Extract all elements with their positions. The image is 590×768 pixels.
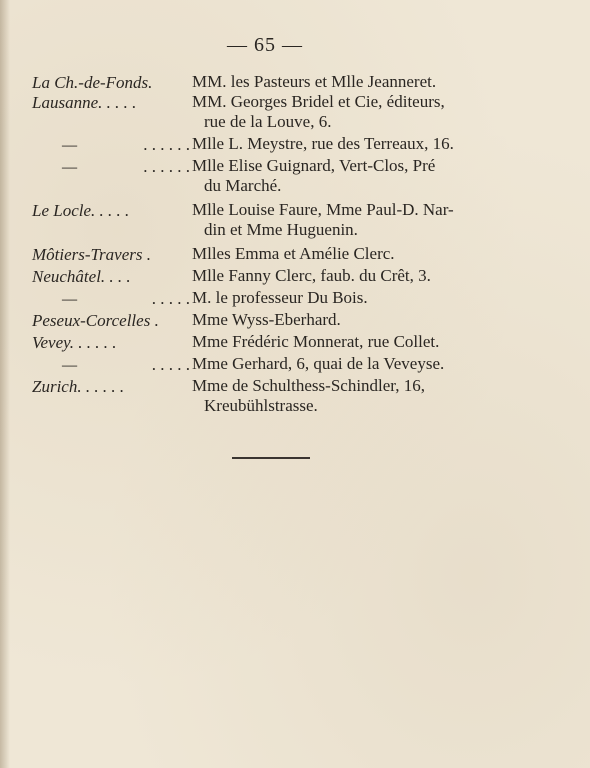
- place-name: Zurich. . . . . .: [32, 377, 125, 396]
- list-item: [32, 92, 512, 132]
- list-item: [32, 156, 512, 196]
- place-name: Vevey. . . . . .: [32, 333, 117, 352]
- list-item: [32, 72, 512, 94]
- list-item: [32, 134, 512, 156]
- page-number: — 65 —: [227, 34, 303, 56]
- place-name: Neuchâtel. . . .: [32, 267, 131, 286]
- person-name: Mme Frédéric Monnerat, rue Collet.: [192, 332, 440, 351]
- place-name: Lausanne. . . . .: [32, 93, 137, 112]
- list-item: [32, 244, 512, 266]
- ditto-mark: —: [62, 289, 78, 308]
- ditto-mark: —: [62, 135, 78, 154]
- person-name: MM. les Pasteurs et Mlle Jeanneret.: [192, 72, 437, 91]
- person-name: Mme Gerhard, 6, quai de la Veveyse.: [192, 354, 445, 373]
- section-divider: [232, 457, 310, 459]
- leader-dots: . . . . . .: [143, 157, 190, 176]
- person-name: Mlle Elise Guignard, Vert-Clos, Pré du Marché.: [192, 156, 436, 195]
- list-item: [32, 332, 512, 354]
- person-name: Mlle L. Meystre, rue des Terreaux, 16.: [192, 134, 454, 153]
- place-name: La Ch.-de-Fonds.: [32, 73, 153, 92]
- page-spine-shadow: [0, 0, 10, 768]
- place-name: Môtiers-Travers .: [32, 245, 151, 264]
- person-name: Mlle Fanny Clerc, faub. du Crêt, 3.: [192, 266, 431, 285]
- leader-dots: . . . . . .: [143, 135, 190, 154]
- list-item: [32, 310, 512, 332]
- person-name: Mlle Louise Faure, Mme Paul-D. Nar- din et Mme Huguenin.: [192, 200, 454, 239]
- ditto-mark: —: [62, 157, 78, 176]
- person-name: Mme Wyss-Eberhard.: [192, 310, 341, 329]
- person-name: Mme de Schulthess-Schindler, 16, Kreubühlstrasse.: [192, 376, 426, 415]
- person-name: Mlles Emma et Amélie Clerc.: [192, 244, 395, 263]
- list-item: [32, 266, 512, 288]
- list-item: [32, 288, 512, 310]
- place-name: Le Locle. . . . .: [32, 201, 130, 220]
- person-name: MM. Georges Bridel et Cie, éditeurs, rue de la Louve, 6.: [192, 92, 445, 131]
- list-item: [32, 354, 512, 376]
- place-name: Peseux-Corcelles .: [32, 311, 159, 330]
- person-name: M. le professeur Du Bois.: [192, 288, 368, 307]
- list-item: [32, 376, 512, 416]
- leader-dots: . . . . .: [151, 289, 190, 308]
- list-item: [32, 200, 512, 240]
- ditto-mark: —: [62, 355, 78, 374]
- leader-dots: . . . . .: [151, 355, 190, 374]
